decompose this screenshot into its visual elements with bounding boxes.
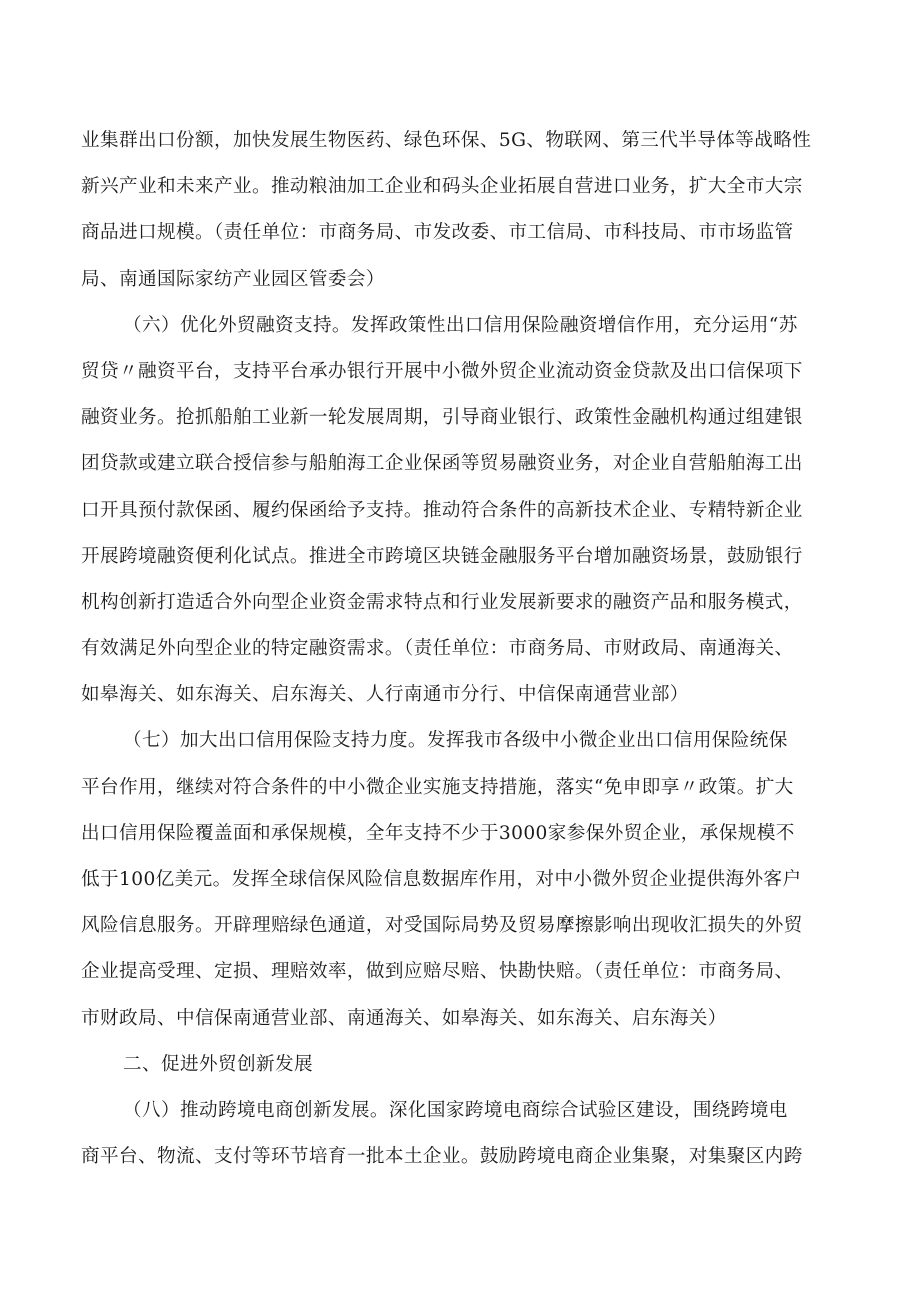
text-line: 口开具预付款保函、履约保函给予支持。推动符合条件的高新技术企业、专精特新企业: [81, 499, 803, 521]
text-line: 商平台、物流、支付等环节培育一批本土企业。鼓励跨境电商企业集聚，对集聚区内跨: [81, 1146, 803, 1168]
document-body: [81, 118, 843, 1180]
text-line: 平台作用，继续对符合条件的中小微企业实施支持措施，落实“免申即享〃政策。扩大: [81, 776, 794, 798]
text-line: 低于100亿美元。发挥全球信保风险信息数据库作用，对中小微外贸企业提供海外客户: [81, 869, 802, 890]
text-line: 团贷款或建立联合授信参与船舶海工企业保函等贸易融资业务，对企业自营船舶海工出: [81, 453, 803, 475]
text-line: 如皋海关、如东海关、启东海关、人行南通市分行、中信保南通营业部）: [81, 684, 689, 706]
text-line: 新兴产业和未来产业。推动粮油加工企业和码头企业拓展自营进口业务，扩大全市大宗: [81, 176, 803, 198]
paragraph-start-line: （六）优化外贸融资支持。发挥政策性出口信用保险融资增信作用，充分运用“苏: [123, 314, 798, 336]
text-line: 机构创新打造适合外向型企业资金需求特点和行业发展新要求的融资产品和服务模式，: [81, 591, 803, 613]
paragraph-start-line: （八）推动跨境电商创新发展。深化国家跨境电商综合试验区建设，围绕跨境电: [123, 1099, 788, 1121]
text-line: 开展跨境融资便利化试点。推进全市跨境区块链金融服务平台增加融资场景，鼓励银行: [81, 545, 803, 567]
text-line: 企业提高受理、定损、理赔效率，做到应赔尽赔、快勘快赔。（责任单位：市商务局、: [81, 961, 794, 983]
text-line: 商品进口规模。（责任单位：市商务局、市发改委、市工信局、市科技局、市市场监管: [81, 222, 794, 244]
text-line: 市财政局、中信保南通营业部、南通海关、如皋海关、如东海关、启东海关）: [81, 1007, 727, 1029]
text-line: 有效满足外向型企业的特定融资需求。（责任单位：市商务局、市财政局、南通海关、: [81, 638, 794, 660]
text-line: 局、南通国际家纺产业园区管委会）: [81, 268, 385, 290]
paragraph-start-line: （七）加大出口信用保险支持力度。发挥我市各级中小微企业出口信用保险统保: [123, 730, 788, 752]
text-line: 风险信息服务。开辟理赔绿色通道，对受国际局势及贸易摩擦影响出现收汇损失的外贸: [81, 915, 803, 937]
text-line: 出口信用保险覆盖面和承保规模，全年支持不少于3000家参保外贸企业，承保规模不: [81, 822, 795, 844]
section-heading: 二、促进外贸创新发展: [123, 1053, 313, 1075]
text-line: 业集群出口份额，加快发展生物医药、绿色环保、5G、物联网、第三代半导体等战略性: [81, 130, 812, 151]
text-line: 融资业务。抢抓船舶工业新一轮发展周期，引导商业银行、政策性金融机构通过组建银: [81, 407, 803, 429]
text-line: 贸贷〃融资平台，支持平台承办银行开展中小微外贸企业流动资金贷款及出口信保项下: [81, 360, 803, 382]
